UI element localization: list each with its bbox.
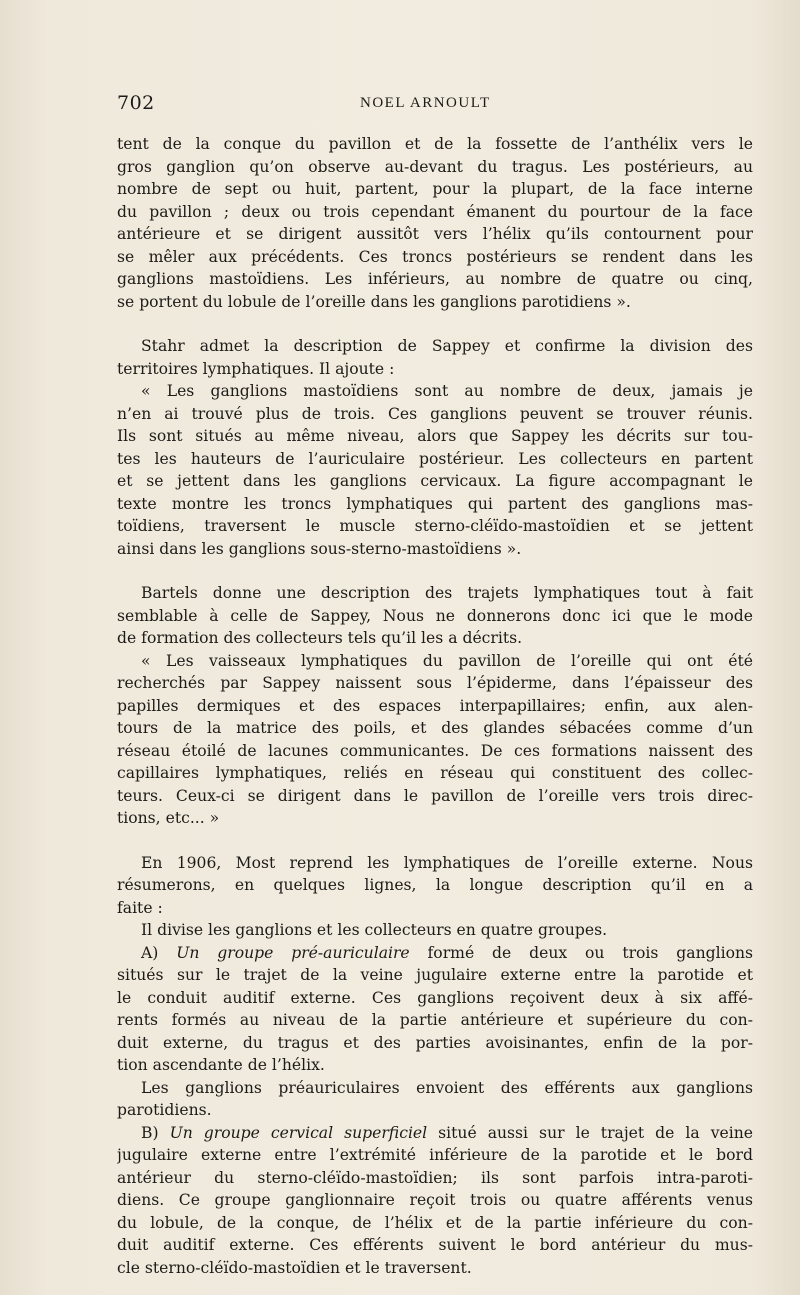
text-line: n’en ai trouvé plus de trois. Ces ganglions peuvent se trouver réunis.: [117, 404, 753, 423]
text-line: Stahr admet la description de Sappey et confirme la division des: [141, 337, 753, 355]
text-line: se mêler aux précédents. Ces troncs postérieurs se rendent dans les: [117, 247, 753, 266]
text-line-lead: [117, 942, 753, 965]
text-line: « Les vaisseaux lymphatiques du pavillon de l’oreille qui ont été: [141, 651, 753, 670]
text-line: Les ganglions préauriculaires envoient des efférents aux ganglions: [141, 1078, 753, 1097]
paragraph-4: [117, 582, 753, 650]
text-line: le conduit auditif externe. Ces ganglions reçoivent deux à six affé-: [117, 988, 753, 1007]
text-line: toïdiens, traversent le muscle sterno-cléïdo-mastoïdien et se jettent: [117, 517, 753, 535]
paragraph-7: [117, 919, 753, 942]
text-line: du pavillon ; deux ou trois cependant émanent du pourtour de la face: [117, 202, 753, 221]
lead-continuation: situé aussi sur le trajet de la veine: [427, 1123, 753, 1142]
paragraph-10: [117, 1122, 753, 1280]
text-line: jugulaire externe entre l’extrémité inférieure de la parotide et le bord: [117, 1146, 753, 1164]
paragraph-6: [117, 852, 753, 920]
text-line: teurs. Ceux-ci se dirigent dans le pavillon de l’oreille vers trois direc-: [117, 786, 753, 805]
text-line: antérieur du sterno-cléïdo-mastoïdien; ils sont parfois intra-paroti-: [117, 1168, 753, 1187]
text-line: duit externe, du tragus et des parties avoisinantes, enfin de la por-: [117, 1033, 753, 1052]
text-line: papilles dermiques et des espaces interpapillaires; enfin, aux alen-: [117, 696, 753, 715]
paragraph-8: [117, 942, 753, 1077]
page-number: 702: [117, 92, 155, 114]
text-line: cle sterno-cléïdo-mastoïdien et le traversent.: [117, 1258, 472, 1277]
text-line: se portent du lobule de l’oreille dans les ganglions parotidiens ».: [117, 292, 631, 311]
body-text: [117, 133, 753, 1279]
running-head: NOEL ARNOULT: [360, 95, 491, 111]
text-line: recherchés par Sappey naissent sous l’épiderme, dans l’épaisseur des: [117, 674, 753, 692]
lead-continuation: formé de deux ou trois ganglions: [409, 943, 753, 962]
paragraph-1: [117, 133, 753, 313]
text-line: résumerons, en quelques lignes, la longue description qu’il en a: [117, 876, 753, 894]
text-line: texte montre les troncs lymphatiques qui partent des ganglions mas-: [117, 494, 753, 513]
text-line: duit auditif externe. Ces efférents suivent le bord antérieur du mus-: [117, 1236, 753, 1254]
text-line: « Les ganglions mastoïdiens sont au nombre de deux, jamais je: [141, 382, 753, 400]
text-line-lead: [117, 1122, 753, 1145]
section-letter: B): [141, 1123, 170, 1142]
text-line: diens. Ce groupe ganglionnaire reçoit trois ou quatre afférents venus: [117, 1191, 753, 1209]
italic-heading: Un groupe pré-auriculaire: [176, 943, 410, 962]
text-line: tent de la conque du pavillon et de la fossette de l’anthélix vers le: [117, 135, 753, 153]
paragraph-2: [117, 335, 753, 380]
paragraph-5: [117, 650, 753, 830]
text-line: et se jettent dans les ganglions cervicaux. La figure accompagnant le: [117, 472, 753, 490]
text-line: capillaires lymphatiques, reliés en réseau qui constituent des collec-: [117, 764, 753, 782]
text-line: En 1906, Most reprend les lymphatiques de l’oreille externe. Nous: [141, 853, 753, 872]
text-line: gros ganglion qu’on observe au-devant du tragus. Les postérieurs, au: [117, 157, 753, 176]
text-line: Il divise les ganglions et les collecteurs en quatre groupes.: [141, 921, 608, 939]
section-letter: A): [141, 943, 177, 962]
text-line: parotidiens.: [117, 1101, 212, 1119]
text-line: tion ascendante de l’hélix.: [117, 1056, 325, 1074]
text-line: territoires lymphatiques. Il ajoute :: [117, 359, 395, 378]
italic-heading: Un groupe cervical superficiel: [169, 1123, 428, 1142]
page-header: [117, 92, 753, 118]
text-line: rents formés au niveau de la partie antérieure et supérieure du con-: [117, 1011, 753, 1029]
text-line: de formation des collecteurs tels qu’il les a décrits.: [117, 629, 523, 647]
text-line: antérieure et se dirigent aussitôt vers l’hélix qu’ils contournent pour: [117, 225, 753, 243]
text-line: Ils sont situés au même niveau, alors que Sappey les décrits sur tou-: [117, 427, 753, 445]
text-line: ganglions mastoïdiens. Les inférieurs, au nombre de quatre ou cinq,: [117, 270, 753, 288]
text-line: réseau étoilé de lacunes communicantes. De ces formations naissent des: [117, 741, 753, 760]
text-line: tours de la matrice des poils, et des glandes sébacées comme d’un: [117, 719, 753, 737]
text-line: faite :: [117, 898, 163, 917]
text-line: situés sur le trajet de la veine jugulaire externe entre la parotide et: [117, 966, 753, 984]
text-line: tes les hauteurs de l’auriculaire postérieur. Les collecteurs en partent: [117, 449, 753, 468]
paragraph-9: [117, 1077, 753, 1122]
text-line: semblable à celle de Sappey, Nous ne donnerons donc ici que le mode: [117, 606, 753, 625]
text-line: tions, etc... »: [117, 809, 220, 827]
text-line: nombre de sept ou huit, partent, pour la plupart, de la face interne: [117, 180, 753, 198]
paragraph-3: [117, 380, 753, 560]
text-line: ainsi dans les ganglions sous-sterno-mastoïdiens ».: [117, 539, 522, 558]
text-line: du lobule, de la conque, de l’hélix et de la partie inférieure du con-: [117, 1213, 753, 1232]
text-line: Bartels donne une description des trajets lymphatiques tout à fait: [141, 584, 753, 602]
